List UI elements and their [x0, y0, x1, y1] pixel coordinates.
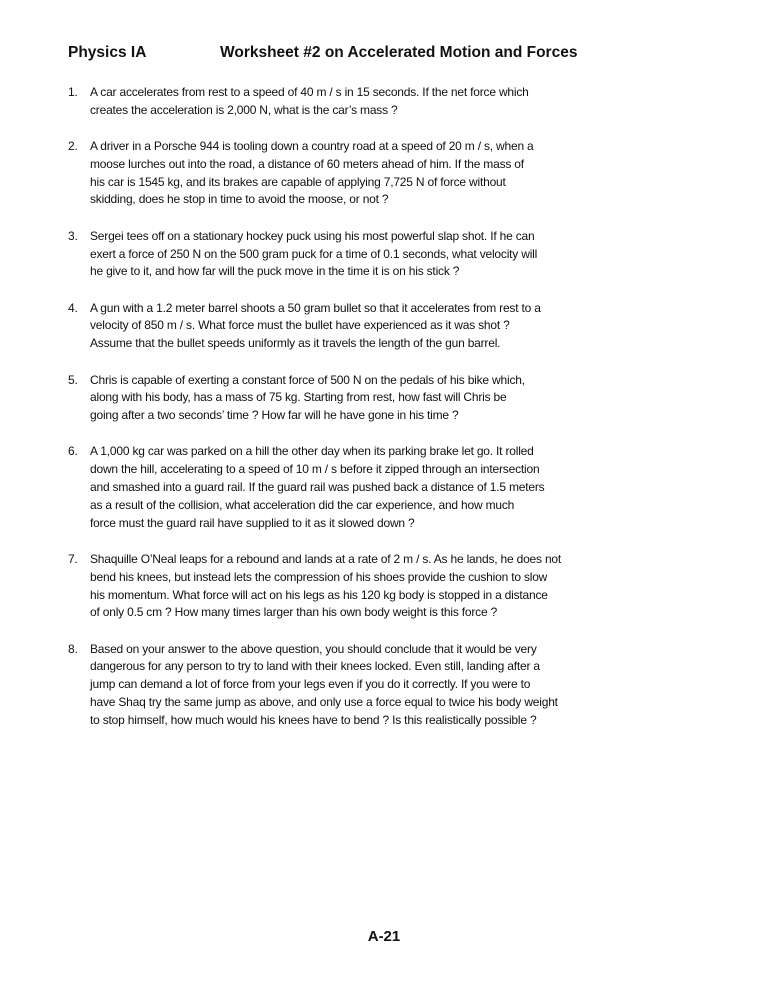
problem-text: [90, 372, 708, 425]
problem-item: [68, 443, 708, 532]
problem-text: [90, 84, 708, 120]
problem-number: 7.: [68, 551, 78, 566]
problem-text-line: A gun with a 1.2 meter barrel shoots a 50 gram bullet so that it accelerates from rest to a: [90, 300, 541, 315]
problem-text: [90, 443, 708, 532]
problem-item: [68, 551, 708, 622]
problem-item: [68, 84, 708, 120]
problem-text-line: bend his knees, but instead lets the compression of his shoes provide the cushion to slow: [90, 569, 548, 584]
problem-text: [90, 138, 708, 209]
problem-text-line: exert a force of 250 N on the 500 gram puck for a time of 0.1 seconds, what velocity will: [90, 246, 538, 261]
problem-item: [68, 138, 708, 209]
problem-text-line: going after a two seconds’ time ? How far will he have gone in his time ?: [90, 408, 459, 423]
page-number: A-21: [367, 928, 401, 945]
problem-text-line: Assume that the bullet speeds uniformly as it travels the length of the gun barrel.: [90, 336, 501, 351]
problem-text-line: along with his body, has a mass of 75 kg. Starting from rest, how fast will Chris be: [90, 390, 507, 405]
problem-text: [90, 641, 708, 730]
problem-text-line: have Shaq try the same jump as above, and only use a force equal to twice his body weight: [90, 695, 558, 710]
problem-text-line: jump can demand a lot of force from your legs even if you do it correctly. If you were to: [90, 677, 531, 692]
problem-text-line: of only 0.5 cm ? How many times larger than his own body weight is this force ?: [90, 605, 498, 620]
worksheet-title: Worksheet #2 on Accelerated Motion and Forces: [220, 44, 578, 61]
problem-text-line: dangerous for any person to try to land with their knees locked. Even still, landing after a: [90, 659, 540, 674]
problem-number: 2.: [68, 139, 78, 154]
problem-text-line: creates the acceleration is 2,000 N, what is the car’s mass ?: [90, 102, 398, 117]
problem-text-line: down the hill, accelerating to a speed of 10 m / s before it zipped through an intersection: [90, 462, 540, 477]
problem-number: 4.: [68, 300, 78, 315]
problem-text-line: A driver in a Porsche 944 is tooling down a country road at a speed of 20 m / s, when a: [90, 139, 534, 154]
problem-text-line: he give to it, and how far will the puck move in the time it is on his stick ?: [90, 264, 460, 279]
problem-number: 6.: [68, 444, 78, 459]
problem-list: [68, 84, 708, 748]
problem-text-line: and smashed into a guard rail. If the guard rail was pushed back a distance of 1.5 meters: [90, 480, 545, 495]
course-name: Physics IA: [68, 44, 147, 61]
problem-text-line: to stop himself, how much would his knees have to bend ? Is this realistically possible ?: [90, 712, 537, 727]
problem-text: [90, 300, 708, 353]
problem-number: 3.: [68, 228, 78, 243]
problem-text-line: his car is 1545 kg, and its brakes are capable of applying 7,725 N of force without: [90, 174, 506, 189]
problem-text-line: A 1,000 kg car was parked on a hill the other day when its parking brake let go. It rolled: [90, 444, 534, 459]
problem-text: [90, 228, 708, 281]
problem-text-line: as a result of the collision, what acceleration did the car experience, and how much: [90, 497, 515, 512]
problem-number: 5.: [68, 372, 78, 387]
problem-text-line: Based on your answer to the above question, you should conclude that it would be very: [90, 641, 537, 656]
problem-text-line: A car accelerates from rest to a speed of 40 m / s in 15 seconds. If the net force which: [90, 85, 529, 99]
problem-text-line: velocity of 850 m / s. What force must the bullet have experienced as it was shot ?: [90, 318, 510, 333]
problem-text: [90, 551, 708, 622]
problem-number: 8.: [68, 641, 78, 656]
problem-text-line: Sergei tees off on a stationary hockey puck using his most powerful slap shot. If he can: [90, 228, 535, 243]
problem-text-line: his momentum. What force will act on his legs as his 120 kg body is stopped in a distance: [90, 587, 548, 602]
problem-text-line: Shaquille O’Neal leaps for a rebound and lands at a rate of 2 m / s. As he lands, he does not: [90, 551, 562, 566]
problem-item: [68, 228, 708, 281]
problem-item: [68, 641, 708, 730]
problem-text-line: skidding, does he stop in time to avoid the moose, or not ?: [90, 192, 389, 207]
problem-text-line: moose lurches out into the road, a distance of 60 meters ahead of him. If the mass of: [90, 156, 524, 171]
problem-item: [68, 300, 708, 353]
problem-text-line: force must the guard rail have supplied to it as it slowed down ?: [90, 515, 415, 530]
problem-item: [68, 372, 708, 425]
problem-text-line: Chris is capable of exerting a constant force of 500 N on the pedals of his bike which,: [90, 372, 525, 387]
worksheet-header: [68, 44, 708, 68]
problem-number: 1.: [68, 85, 78, 99]
